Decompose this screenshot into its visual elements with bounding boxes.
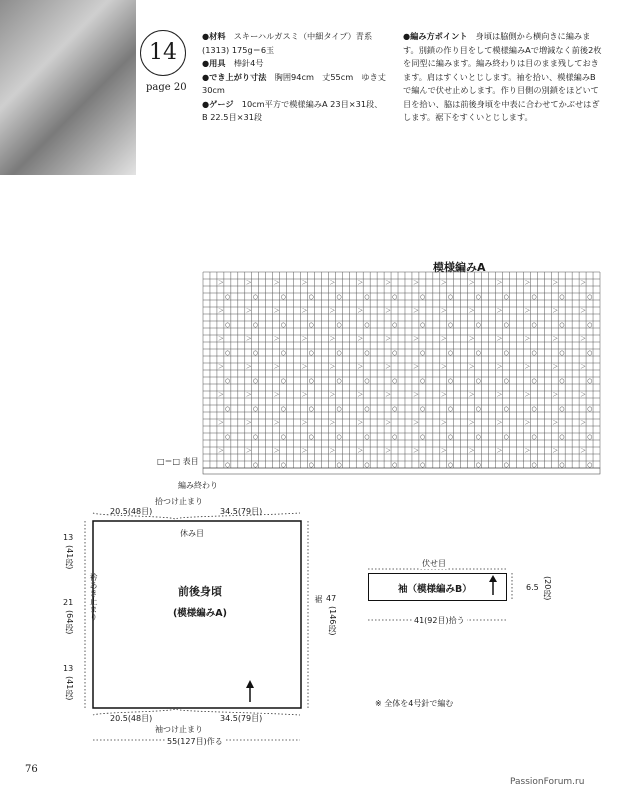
- chart-stitch-symbol: ＞: [440, 335, 447, 343]
- chart-stitch-symbol: ＞: [301, 307, 308, 315]
- chart-stitch-symbol: ○: [587, 433, 593, 441]
- chart-stitch-symbol: ○: [364, 321, 370, 329]
- bottom-total: 55(127目)作る: [167, 737, 223, 746]
- right-label: 裾: [314, 595, 323, 603]
- chart-stitch-symbol: ＞: [468, 335, 475, 343]
- chart-stitch-symbol: ＞: [329, 447, 336, 455]
- chart-stitch-symbol: ＞: [440, 419, 447, 427]
- chart-stitch-symbol: ＞: [329, 391, 336, 399]
- chart-stitch-symbol: ○: [419, 377, 426, 385]
- top-right-dim: 34.5(79目): [220, 507, 263, 516]
- chart-stitch-symbol: ○: [336, 321, 342, 329]
- chart-stitch-symbol: ＞: [580, 363, 587, 371]
- chart-stitch-symbol: ＞: [440, 363, 447, 371]
- body-inner-label: 休み目: [180, 529, 204, 538]
- chart-stitch-symbol: ○: [475, 321, 481, 329]
- material-line: ●材料 スキーハルガスミ（中細タイプ）青系(1313) 175g＝6玉: [202, 31, 373, 55]
- chart-stitch-symbol: ＞: [273, 391, 280, 399]
- chart-stitch-symbol: ＞: [245, 279, 252, 287]
- chart-stitch-symbol: ○: [392, 349, 398, 357]
- sleeve-height: 6.5: [526, 583, 539, 592]
- chart-stitch-symbol: ＞: [580, 391, 587, 399]
- chart-stitch-symbol: ＞: [301, 363, 308, 371]
- chart-stitch-symbol: ＞: [496, 419, 503, 427]
- chart-stitch-symbol: ＞: [552, 419, 559, 427]
- chart-stitch-symbol: ○: [587, 293, 593, 301]
- chart-stitch-symbol: ＞: [440, 279, 447, 287]
- chart-stitch-symbol: ＞: [385, 391, 392, 399]
- chart-stitch-symbol: ○: [280, 405, 286, 413]
- chart-stitch-symbol: ＞: [468, 279, 475, 287]
- chart-stitch-symbol: ○: [308, 349, 314, 357]
- chart-stitch-symbol: ＞: [357, 419, 364, 427]
- chart-stitch-symbol: ＞: [357, 363, 364, 371]
- chart-stitch-symbol: ○: [252, 293, 259, 301]
- chart-stitch-symbol: ＞: [217, 391, 224, 399]
- chart-end-label: 編み終わり: [178, 481, 218, 490]
- chart-stitch-symbol: ○: [224, 461, 231, 469]
- chart-stitch-symbol: ＞: [468, 391, 475, 399]
- chart-stitch-symbol: ＞: [385, 363, 392, 371]
- chart-stitch-symbol: ＞: [217, 335, 224, 343]
- chart-stitch-symbol: ＞: [412, 419, 419, 427]
- chart-stitch-symbol: ○: [308, 461, 314, 469]
- chart-stitch-symbol: ○: [419, 349, 426, 357]
- pattern-number-badge: 14: [140, 30, 186, 76]
- chart-stitch-symbol: ＞: [468, 419, 475, 427]
- chart-stitch-symbol: ○: [308, 293, 314, 301]
- chart-stitch-symbol: ＞: [273, 307, 280, 315]
- chart-stitch-symbol: ＞: [440, 307, 447, 315]
- chart-stitch-symbol: ○: [336, 405, 342, 413]
- chart-stitch-symbol: ＞: [552, 391, 559, 399]
- chart-stitch-symbol: ○: [587, 405, 593, 413]
- chart-stitch-symbol: ＞: [440, 391, 447, 399]
- bottom-marker: 袖つけ止まり: [155, 725, 203, 734]
- body-piece-subtitle: (模様編みA): [172, 608, 228, 619]
- top-marker: 拾つけ止まり: [155, 497, 203, 506]
- chart-stitch-symbol: ○: [252, 405, 259, 413]
- chart-stitch-symbol: ○: [252, 349, 259, 357]
- chart-stitch-symbol: ＞: [217, 279, 224, 287]
- chart-stitch-symbol: ＞: [301, 391, 308, 399]
- chart-stitch-symbol: ○: [587, 461, 593, 469]
- chart-stitch-symbol: ○: [475, 349, 481, 357]
- chart-stitch-symbol: ＞: [412, 363, 419, 371]
- chart-stitch-symbol: ＞: [301, 419, 308, 427]
- chart-stitch-symbol: ○: [559, 321, 565, 329]
- chart-stitch-symbol: ＞: [580, 447, 587, 455]
- chart-stitch-symbol: ○: [447, 433, 454, 441]
- chart-stitch-symbol: ○: [503, 405, 509, 413]
- chart-stitch-symbol: ○: [531, 461, 537, 469]
- chart-stitch-symbol: ＞: [580, 419, 587, 427]
- chart-stitch-symbol: ＞: [217, 307, 224, 315]
- chart-stitch-symbol: ○: [280, 433, 286, 441]
- chart-stitch-symbol: ＞: [385, 307, 392, 315]
- bottom-right-dim: 34.5(79目): [220, 714, 263, 723]
- chart-stitch-symbol: ○: [336, 293, 342, 301]
- chart-stitch-symbol: ○: [447, 349, 454, 357]
- chart-stitch-symbol: ＞: [496, 363, 503, 371]
- chart-stitch-symbol: ○: [224, 433, 231, 441]
- chart-stitch-symbol: ○: [252, 461, 259, 469]
- chart-stitch-symbol: ＞: [468, 363, 475, 371]
- chart-stitch-symbol: ＞: [524, 419, 531, 427]
- chart-stitch-symbol: ＞: [496, 447, 503, 455]
- chart-stitch-symbol: ＞: [524, 279, 531, 287]
- chart-stitch-symbol: ＞: [217, 447, 224, 455]
- chart-stitch-symbol: ○: [392, 433, 398, 441]
- knitting-note: ※ 全体を4号針で編む: [375, 699, 454, 708]
- chart-stitch-symbol: ○: [280, 321, 286, 329]
- page-number: 76: [25, 764, 38, 775]
- chart-stitch-symbol: ○: [475, 377, 481, 385]
- chart-stitch-symbol: ＞: [524, 447, 531, 455]
- chart-stitch-symbol: ＞: [245, 335, 252, 343]
- sleeve-width: 41(92目)拾う: [414, 616, 465, 625]
- left-mid-rows: (64段): [65, 610, 74, 635]
- chart-stitch-symbol: ○: [224, 321, 231, 329]
- chart-stitch-symbol: ○: [475, 461, 481, 469]
- chart-stitch-symbol: ＞: [412, 391, 419, 399]
- chart-stitch-symbol: ○: [531, 293, 537, 301]
- chart-stitch-symbol: ○: [364, 349, 370, 357]
- chart-stitch-symbol: ＞: [552, 447, 559, 455]
- chart-stitch-symbol: ＞: [524, 335, 531, 343]
- left-mid-dim: 21: [63, 598, 74, 607]
- chart-stitch-symbol: ○: [447, 405, 454, 413]
- chart-stitch-symbol: ○: [475, 433, 481, 441]
- chart-stitch-symbol: ○: [475, 405, 481, 413]
- chart-stitch-symbol: ○: [252, 377, 259, 385]
- chart-stitch-symbol: ○: [224, 377, 231, 385]
- chart-stitch-symbol: ＞: [385, 419, 392, 427]
- chart-stitch-symbol: ○: [531, 405, 537, 413]
- chart-stitch-symbol: ○: [392, 405, 398, 413]
- chart-stitch-symbol: ＞: [329, 307, 336, 315]
- chart-stitch-symbol: ＞: [357, 391, 364, 399]
- chart-stitch-symbol: ○: [587, 377, 593, 385]
- chart-stitch-symbol: ＞: [385, 335, 392, 343]
- chart-stitch-symbol: ＞: [580, 335, 587, 343]
- chart-stitch-symbol: ○: [280, 377, 286, 385]
- chart-stitch-symbol: ○: [419, 293, 426, 301]
- chart-stitch-symbol: ○: [531, 321, 537, 329]
- chart-stitch-symbol: ○: [587, 321, 593, 329]
- chart-stitch-symbol: ○: [392, 461, 398, 469]
- chart-stitch-symbol: ＞: [301, 447, 308, 455]
- page-reference: page 20: [146, 82, 187, 93]
- chart-stitch-symbol: ○: [280, 349, 286, 357]
- chart-stitch-symbol: ＞: [552, 335, 559, 343]
- chart-title: 模様編みA: [433, 261, 486, 274]
- chart-stitch-symbol: ＞: [552, 307, 559, 315]
- chart-stitch-symbol: ＞: [245, 447, 252, 455]
- body-piece-title: 前後身頃: [178, 585, 222, 598]
- chart-stitch-symbol: ○: [503, 321, 509, 329]
- chart-stitch-symbol: ○: [308, 377, 314, 385]
- chart-stitch-symbol: ○: [531, 377, 537, 385]
- chart-stitch-symbol: ＞: [496, 307, 503, 315]
- chart-stitch-symbol: ＞: [329, 419, 336, 427]
- chart-stitch-symbol: ＞: [552, 279, 559, 287]
- chart-stitch-symbol: ○: [419, 433, 426, 441]
- left-mid-marker: 衿あき止まり: [89, 573, 98, 621]
- chart-stitch-symbol: ○: [364, 461, 370, 469]
- site-watermark: PassionForum.ru: [510, 777, 585, 787]
- chart-stitch-symbol: ○: [447, 377, 454, 385]
- left-top-dim: 13: [63, 533, 74, 542]
- chart-stitch-symbol: ＞: [552, 363, 559, 371]
- chart-stitch-symbol: ＞: [245, 363, 252, 371]
- left-bot-dim: 13: [63, 664, 74, 673]
- chart-stitch-symbol: ＞: [357, 447, 364, 455]
- chart-stitch-symbol: ○: [559, 377, 565, 385]
- sleeve-piece-title: 袖（模様編みB）: [398, 584, 472, 595]
- chart-stitch-symbol: ＞: [245, 307, 252, 315]
- tools-line: ●用具 棒針4号: [202, 58, 264, 68]
- bottom-left-dim: 20.5(48目): [110, 714, 153, 723]
- chart-stitch-symbol: ○: [503, 349, 509, 357]
- chart-stitch-symbol: ○: [364, 433, 370, 441]
- chart-stitch-symbol: ＞: [357, 279, 364, 287]
- chart-stitch-symbol: ○: [392, 377, 398, 385]
- chart-stitch-symbol: ○: [559, 461, 565, 469]
- chart-stitch-symbol: ○: [503, 293, 509, 301]
- chart-stitch-symbol: ○: [419, 461, 426, 469]
- chart-stitch-symbol: ＞: [329, 279, 336, 287]
- chart-stitch-symbol: ＞: [496, 279, 503, 287]
- chart-stitch-symbol: ＞: [440, 447, 447, 455]
- sleeve-top-label: 伏せ目: [422, 559, 446, 568]
- chart-stitch-symbol: ○: [308, 433, 314, 441]
- chart-stitch-symbol: ○: [336, 433, 342, 441]
- chart-stitch-symbol: ＞: [496, 391, 503, 399]
- chart-stitch-symbol: ○: [559, 293, 565, 301]
- chart-stitch-symbol: ○: [252, 433, 259, 441]
- instructions-label: ●編み方ポイント: [403, 31, 468, 41]
- chart-stitch-symbol: ○: [447, 321, 454, 329]
- chart-stitch-symbol: ○: [252, 321, 259, 329]
- chart-stitch-symbol: ○: [447, 293, 454, 301]
- chart-stitch-symbol: ○: [559, 405, 565, 413]
- chart-stitch-symbol: ○: [308, 405, 314, 413]
- chart-stitch-symbol: ○: [336, 461, 342, 469]
- chart-stitch-symbol: ＞: [524, 391, 531, 399]
- chart-stitch-symbol: ○: [336, 377, 342, 385]
- chart-stitch-symbol: ＞: [329, 335, 336, 343]
- right-dim: 47: [326, 594, 337, 603]
- chart-stitch-symbol: ○: [531, 349, 537, 357]
- chart-stitch-symbol: ＞: [357, 335, 364, 343]
- chart-stitch-symbol: ○: [224, 405, 231, 413]
- chart-stitch-symbol: ＞: [301, 279, 308, 287]
- instructions-text: 身頃は脇側から横向きに編みます。別鎖の作り目をして模様編みAで増減なく前後2枚を同型に編みます。編み終わりは目のまま残しておきます。肩はすくいとじします。袖を拾い、模様編みBで編んで伏せ止めします。作り目側の別鎖をほどいて目を拾い、脇は前後身頃を中表に合わせてかぶせはぎします。裾下をすくいとじします。: [403, 31, 602, 122]
- chart-stitch-symbol: ＞: [580, 307, 587, 315]
- chart-stitch-symbol: ○: [419, 405, 426, 413]
- top-left-dim: 20.5(48目): [110, 507, 153, 516]
- chart-stitch-symbol: ＞: [217, 363, 224, 371]
- chart-stitch-symbol: ＞: [273, 447, 280, 455]
- chart-stitch-symbol: ＞: [468, 307, 475, 315]
- chart-stitch-symbol: ＞: [496, 335, 503, 343]
- body-arrow-head: [246, 680, 254, 688]
- chart-stitch-symbol: ＞: [385, 279, 392, 287]
- chart-stitch-symbol: ○: [280, 461, 286, 469]
- chart-stitch-symbol: ○: [224, 293, 231, 301]
- chart-stitch-symbol: ＞: [245, 391, 252, 399]
- chart-stitch-symbol: ○: [503, 433, 509, 441]
- chart-stitch-symbol: ＞: [468, 447, 475, 455]
- chart-stitch-symbol: ○: [559, 349, 565, 357]
- chart-stitch-symbol: ＞: [245, 419, 252, 427]
- chart-stitch-symbol: ○: [364, 405, 370, 413]
- right-rows: (146段): [328, 606, 337, 636]
- chart-stitch-symbol: ○: [364, 377, 370, 385]
- left-bot-rows: (41段): [65, 676, 74, 701]
- chart-stitch-symbol: ○: [392, 293, 398, 301]
- chart-stitch-symbol: ＞: [412, 335, 419, 343]
- chart-stitch-symbol: ○: [308, 321, 314, 329]
- chart-stitch-symbol: ○: [364, 293, 370, 301]
- chart-stitch-symbol: ＞: [273, 363, 280, 371]
- chart-stitch-symbol: ＞: [385, 447, 392, 455]
- chart-stitch-symbol: ＞: [412, 307, 419, 315]
- chart-stitch-symbol: ○: [392, 321, 398, 329]
- chart-stitch-symbol: ○: [559, 433, 565, 441]
- chart-stitch-symbol: ＞: [412, 447, 419, 455]
- chart-legend: □＝□ 表目: [157, 457, 199, 466]
- chart-stitch-symbol: ○: [503, 461, 509, 469]
- chart-stitch-symbol: ＞: [357, 307, 364, 315]
- size-line: ●でき上がり寸法 胸囲94cm 丈55cm ゆき丈30cm: [202, 71, 386, 95]
- gauge-line: ●ゲージ 10cm平方で模様編みA 23目×31段、B 22.5目×31段: [202, 98, 383, 122]
- chart-stitch-symbol: ○: [447, 461, 454, 469]
- chart-stitch-symbol: ○: [336, 349, 342, 357]
- chart-stitch-symbol: ○: [587, 349, 593, 357]
- left-top-rows: (41段): [65, 545, 74, 570]
- chart-stitch-symbol: ＞: [412, 279, 419, 287]
- chart-stitch-symbol: ○: [475, 293, 481, 301]
- chart-stitch-symbol: ＞: [524, 363, 531, 371]
- chart-stitch-symbol: ＞: [329, 363, 336, 371]
- chart-stitch-symbol: ＞: [580, 279, 587, 287]
- chart-stitch-symbol: ○: [419, 321, 426, 329]
- chart-stitch-symbol: ＞: [273, 279, 280, 287]
- chart-stitch-symbol: ＞: [273, 335, 280, 343]
- chart-stitch-symbol: ○: [531, 433, 537, 441]
- chart-stitch-symbol: ○: [280, 293, 286, 301]
- sleeve-height-rows: (20段): [543, 576, 552, 601]
- chart-stitch-symbol: ＞: [301, 335, 308, 343]
- chart-stitch-symbol: ＞: [273, 419, 280, 427]
- chart-stitch-symbol: ＞: [524, 307, 531, 315]
- chart-stitch-symbol: ＞: [217, 419, 224, 427]
- chart-stitch-symbol: ○: [503, 377, 509, 385]
- chart-stitch-symbol: ○: [224, 349, 231, 357]
